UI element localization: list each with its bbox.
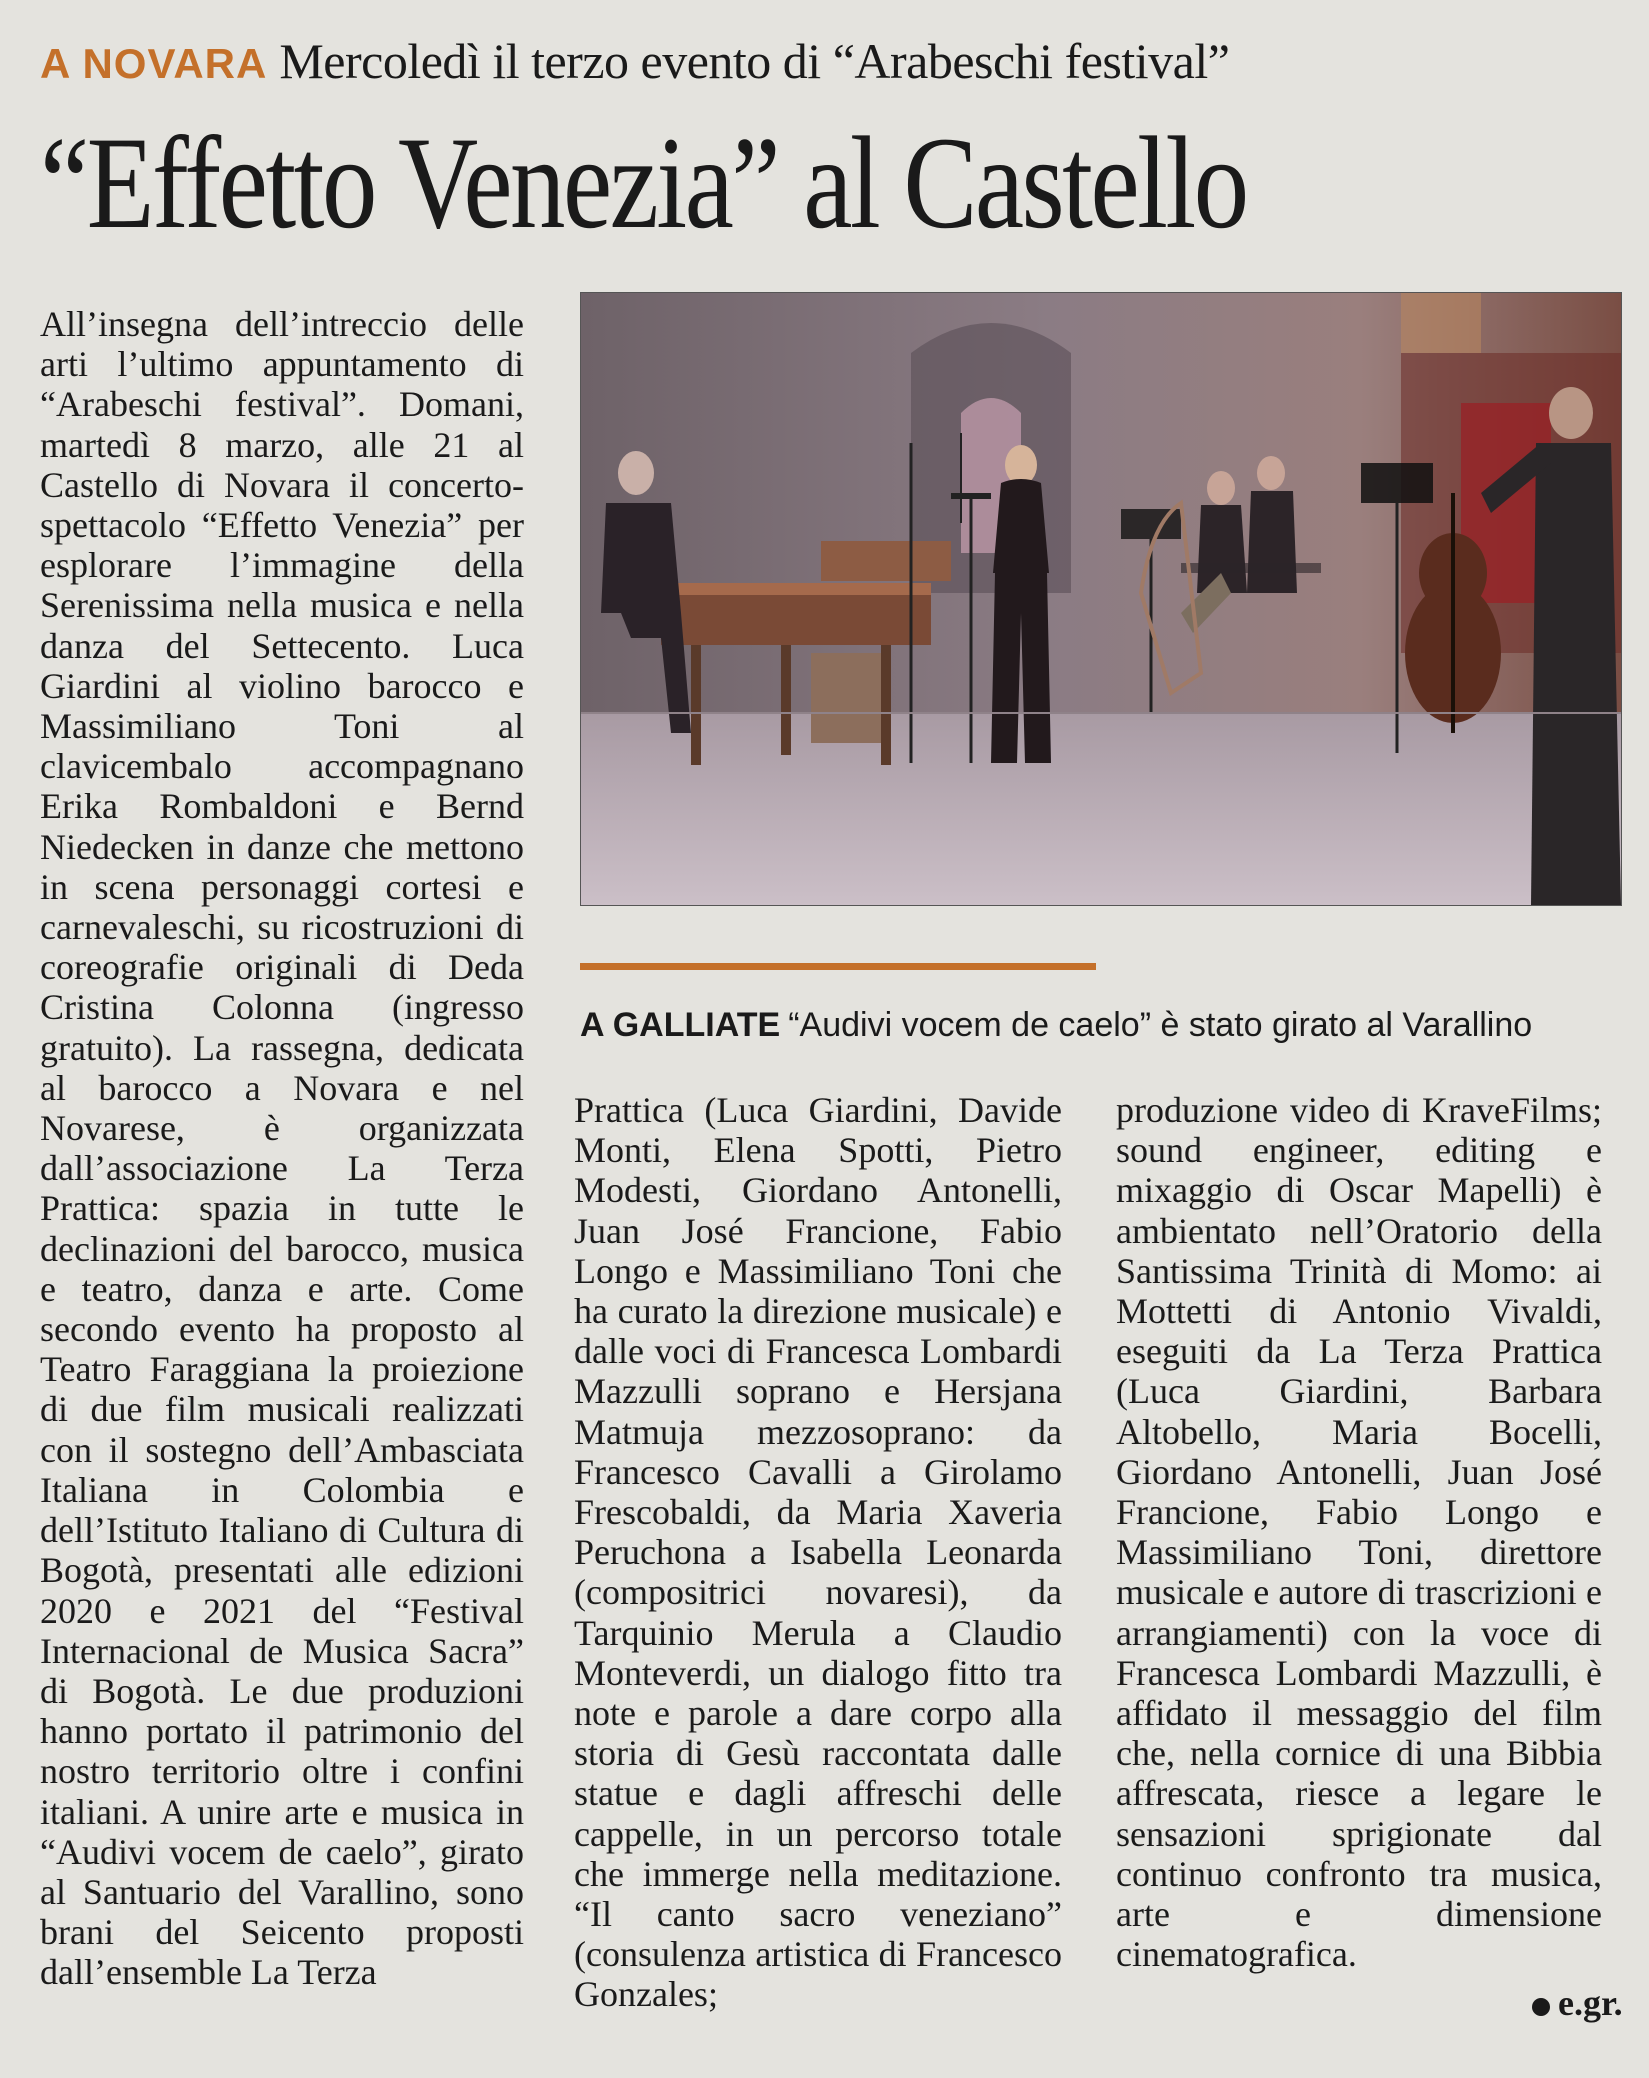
concert-photo-image bbox=[581, 293, 1621, 905]
bullet-icon bbox=[1532, 1998, 1550, 2016]
subhead-location: A GALLIATE bbox=[580, 1006, 781, 1044]
subhead-text: “Audivi vocem de caelo” è stato girato al Varallino bbox=[788, 1006, 1533, 1044]
kicker-text: Mercoledì il terzo evento di “Arabeschi festival” bbox=[279, 33, 1230, 89]
kicker-location: A NOVARA bbox=[40, 40, 268, 87]
concert-photo bbox=[580, 292, 1622, 906]
subhead bbox=[580, 1003, 1620, 1047]
article-column-1: All’insegna dell’intreccio delle arti l’ultimo appuntamento di “Arabeschi festival”. Domani, martedì 8 marzo, alle 21 al Castello di Novara il concerto-spettacolo “Effetto Venezia” per esplorare l’immagine della Serenissima nella musica e nella danza del Settecento. Luca Giardini al violino barocco e Massimiliano Toni al clavicembalo accompagnano Erika Rombaldoni e Bernd Niedecken in danze che mettono in scena personaggi cortesi e carnevaleschi, su ricostruzioni di coreografie originali di Deda Cristina Colonna (ingresso gratuito). La rassegna, dedicata al barocco a Novara e nel Novarese, è organizzata dall’associazione La Terza Prattica: spazia in tutte le declinazioni del barocco, musica e teatro, danza e arte. Come secondo evento ha proposto al Teatro Faraggiana la proiezione di due film musicali realizzati con il sostegno dell’Ambasciata Italiana in Colombia e dell’Istituto Italiano di Cultura di Bogotà, presentati alle edizioni 2020 e 2021 del “Festival Internacional de Musica Sacra” di Bogotà. Le due produzioni hanno portato il patrimonio del nostro territorio oltre i confini italiani. A unire arte e musica in “Audivi vocem de caelo”, girato al Santuario del Varallino, sono brani del Seicento proposti dall’ensemble La Terza bbox=[40, 304, 524, 1993]
section-rule bbox=[580, 963, 1096, 970]
headline: “Effetto Venezia” al Castello bbox=[40, 109, 1247, 256]
article-column-3: produzione video di KraveFilms; sound engineer, editing e mixaggio di Oscar Mapelli) è ambientato nell’Oratorio della Santissima Trinità di Momo: ai Mottetti di Antonio Vivaldi, eseguiti da La Terza Prattica (Luca Giardini, Barbara Altobello, Maria Bocelli, Giordano Antonelli, Juan José Francione, Fabio Longo e Massimiliano Toni, direttore musicale e autore di trascrizioni e arrangiamenti) con la voce di Francesca Lombardi Mazzulli, è affidato il messaggio del film che, nella cornice di una Bibbia affrescata, riesce a legare le sensazioni sprigionate dal continuo confronto tra musica, arte e dimensione cinematografica. bbox=[1116, 1090, 1602, 1975]
signature bbox=[1532, 1982, 1623, 2024]
kicker bbox=[40, 26, 1620, 99]
article-column-2: Prattica (Luca Giardini, Davide Monti, Elena Spotti, Pietro Modesti, Giordano Antonelli, Juan José Francione, Fabio Longo e Massimiliano Toni che ha curato la direzione musicale) e dalle voci di Francesca Lombardi Mazzulli soprano e Hersjana Matmuja mezzosoprano: da Francesco Cavalli a Girolamo Frescobaldi, da Maria Xaveria Peruchona a Isabella Leonarda (compositrici novaresi), da Tarquinio Merula a Claudio Monteverdi, un dialogo fitto tra note e parole a dare corpo alla storia di Gesù raccontata dalle statue e dagli affreschi delle cappelle, in un percorso totale che immerge nella meditazione. “Il canto sacro veneziano” (consulenza artistica di Francesco Gonzales; bbox=[574, 1090, 1062, 2015]
signature-text: e.gr. bbox=[1558, 1983, 1623, 2023]
